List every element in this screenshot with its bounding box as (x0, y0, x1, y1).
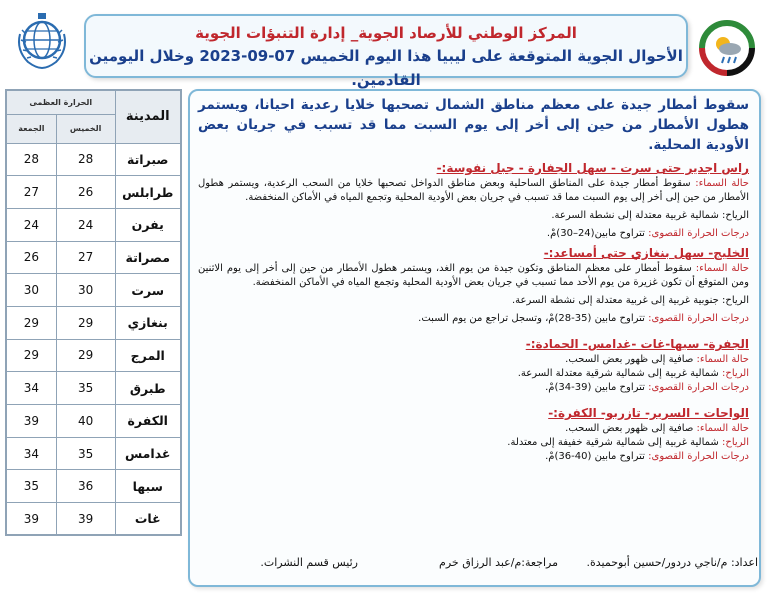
bulletin-footer (190, 556, 758, 569)
city-name: بنغازي (115, 306, 181, 339)
day2-temp: 28 (6, 143, 56, 176)
region-west (198, 160, 749, 241)
city-name: المرج (115, 339, 181, 372)
wind-text: الرياح: شمالية غربية معتدلة إلى نشطة السرعة. (551, 210, 749, 221)
sky-text: سقوط أمطار على معظم المناطق وتكون جيدة من يوم الغد، ويستمر هطول الأمطار من حين إلى أخر إلى يوم الاثنين ومن المتوقع أن تكون غزيرة من يوم الأحد مما تسبب في جريان بعض الأودية المحلية وتجمع المياه في الأماكن المنخفضة. (198, 263, 749, 288)
max-temp (198, 312, 749, 326)
sky-label: حالة السماء: (695, 263, 749, 274)
forecast-summary: سقوط أمطار جيدة على معظم مناطق الشمال تصحبها خلايا رعدية احيانا، ويستمر هطول الأمطار من حين إلى أخر إلى يوم السبت مما قد تسبب في جريان بعض الأودية المحلية. (198, 97, 749, 153)
table-row (6, 437, 181, 470)
day1-temp: 36 (56, 470, 115, 503)
table-row (6, 208, 181, 241)
region-east (198, 245, 749, 326)
sky-condition (198, 262, 749, 290)
region-south (198, 336, 749, 395)
city-column-header: المدينة (115, 90, 181, 143)
bulletin-header (84, 14, 688, 89)
day1-temp: 30 (56, 274, 115, 307)
table-row (6, 306, 181, 339)
header-title: المركز الوطني للأرصاد الجوية_ إدارة التنبؤات الجوية (195, 24, 577, 42)
city-name: طرابلس (115, 176, 181, 209)
temp-label: درجات الحرارة القصوى: (648, 313, 749, 324)
table-row (6, 274, 181, 307)
sky-condition (198, 177, 749, 205)
day1-temp: 29 (56, 306, 115, 339)
table-row (6, 405, 181, 438)
wind-text: شمالية غربية إلى شمالية شرقية خفيفة إلى معتدلة. (507, 437, 719, 448)
region-title: راس اجدير حتى سرت - سهل الجفارة - جبل نفوسة:- (436, 161, 749, 175)
prepared-by: اعداد: م/ناجي دردور/حسين أبوحميدة. (586, 556, 758, 569)
temp-text: تتراوح مابين (40-36)مْ. (545, 451, 645, 462)
day1-temp: 40 (56, 405, 115, 438)
temp-text: تتراوح مابين (35-28)مْ، وتسجل تراجع من يوم السبت. (418, 313, 645, 324)
day2-temp: 39 (6, 405, 56, 438)
max-temp (198, 227, 749, 241)
wind-text: شمالية غربية إلى شمالية شرقية معتدلة السرعة. (517, 368, 719, 379)
day1-temp: 28 (56, 143, 115, 176)
day2-temp: 34 (6, 437, 56, 470)
lncm-logo (697, 18, 757, 78)
table-row (6, 241, 181, 274)
region-title: الجفرة- سبها-غات -غدامس- الحمادة:- (525, 337, 749, 351)
sky-condition (198, 422, 749, 436)
sky-condition (198, 353, 749, 367)
table-row (6, 372, 181, 405)
city-name: الكفرة (115, 405, 181, 438)
temp-label: درجات الحرارة القصوى: (648, 382, 749, 393)
temp-label: درجات الحرارة القصوى: (648, 228, 749, 239)
header-subtitle: الأحوال الجوية المتوقعة على ليبيا هذا اليوم الخميس 07-09-2023 وخلال اليومين القادمين. (89, 47, 683, 89)
table-row (6, 176, 181, 209)
day2-temp: 30 (6, 274, 56, 307)
max-temp-header: الحرارة العظمى (6, 90, 115, 114)
day2-temp: 24 (6, 208, 56, 241)
sky-label: حالة السماء: (695, 178, 749, 189)
day2-temp: 29 (6, 306, 56, 339)
table-row (6, 339, 181, 372)
wmo-logo (12, 10, 72, 76)
day1-temp: 39 (56, 503, 115, 536)
day1-temp: 26 (56, 176, 115, 209)
table-row (6, 143, 181, 176)
day2-temp: 39 (6, 503, 56, 536)
region-southeast (198, 405, 749, 464)
temp-text: تتراوح مابين(24–30)مْ. (546, 228, 645, 239)
day2-header: الجمعة (6, 114, 56, 143)
day1-temp: 35 (56, 372, 115, 405)
day1-header: الخميس (56, 114, 115, 143)
city-temperature-table (5, 89, 182, 536)
max-temp (198, 450, 749, 464)
day2-temp: 26 (6, 241, 56, 274)
day1-temp: 24 (56, 208, 115, 241)
head-of-section: رئيس قسم النشرات. (260, 556, 358, 569)
day1-temp: 29 (56, 339, 115, 372)
sky-label: حالة السماء: (696, 423, 749, 434)
wind-text: الرياح: جنوبية غربية إلى غربية معتدلة إلى نشطة السرعة. (512, 295, 749, 306)
table-row (6, 503, 181, 536)
sky-text: سقوط أمطار جيدة على المناطق الساحلية وبعض مناطق الدواخل تصحبها خلايا من السحب الرعدية، ويستمر هطول الأمطار من حين إلى أخر إلى يوم السبت مما قد تسبب في جريان بعض الأودية المحلية وتجمع المياه في الأماكن المنخفضة. (198, 178, 749, 203)
city-name: طبرق (115, 372, 181, 405)
day1-temp: 27 (56, 241, 115, 274)
wind-label: الرياح: (722, 437, 749, 448)
day2-temp: 29 (6, 339, 56, 372)
city-name: مصراتة (115, 241, 181, 274)
city-name: غدامس (115, 437, 181, 470)
max-temp (198, 381, 749, 395)
day2-temp: 34 (6, 372, 56, 405)
forecast-panel (188, 89, 761, 587)
city-name: صبراتة (115, 143, 181, 176)
day2-temp: 27 (6, 176, 56, 209)
wind-label: الرياح: (722, 368, 749, 379)
region-title: الواحات - السرير- تازربو- الكفرة:- (548, 406, 749, 420)
sky-label: حالة السماء: (696, 354, 749, 365)
city-name: سبها (115, 470, 181, 503)
day2-temp: 35 (6, 470, 56, 503)
wind (198, 436, 749, 450)
temp-text: تتراوح مابين (39-34)مْ. (545, 382, 645, 393)
city-name: يفرن (115, 208, 181, 241)
sky-text: صافية إلى ظهور بعض السحب. (565, 423, 694, 434)
sky-text: صافية إلى ظهور بعض السحب. (565, 354, 694, 365)
day1-temp: 35 (56, 437, 115, 470)
region-title: الخليج- سهل بنغازي حتى أمساعد:- (543, 246, 749, 260)
city-name: غات (115, 503, 181, 536)
reviewed-by: مراجعة:م/عبد الرزاق خرم (439, 556, 558, 569)
wind (198, 367, 749, 381)
table-row (6, 470, 181, 503)
city-name: سرت (115, 274, 181, 307)
temp-label: درجات الحرارة القصوى: (648, 451, 749, 462)
